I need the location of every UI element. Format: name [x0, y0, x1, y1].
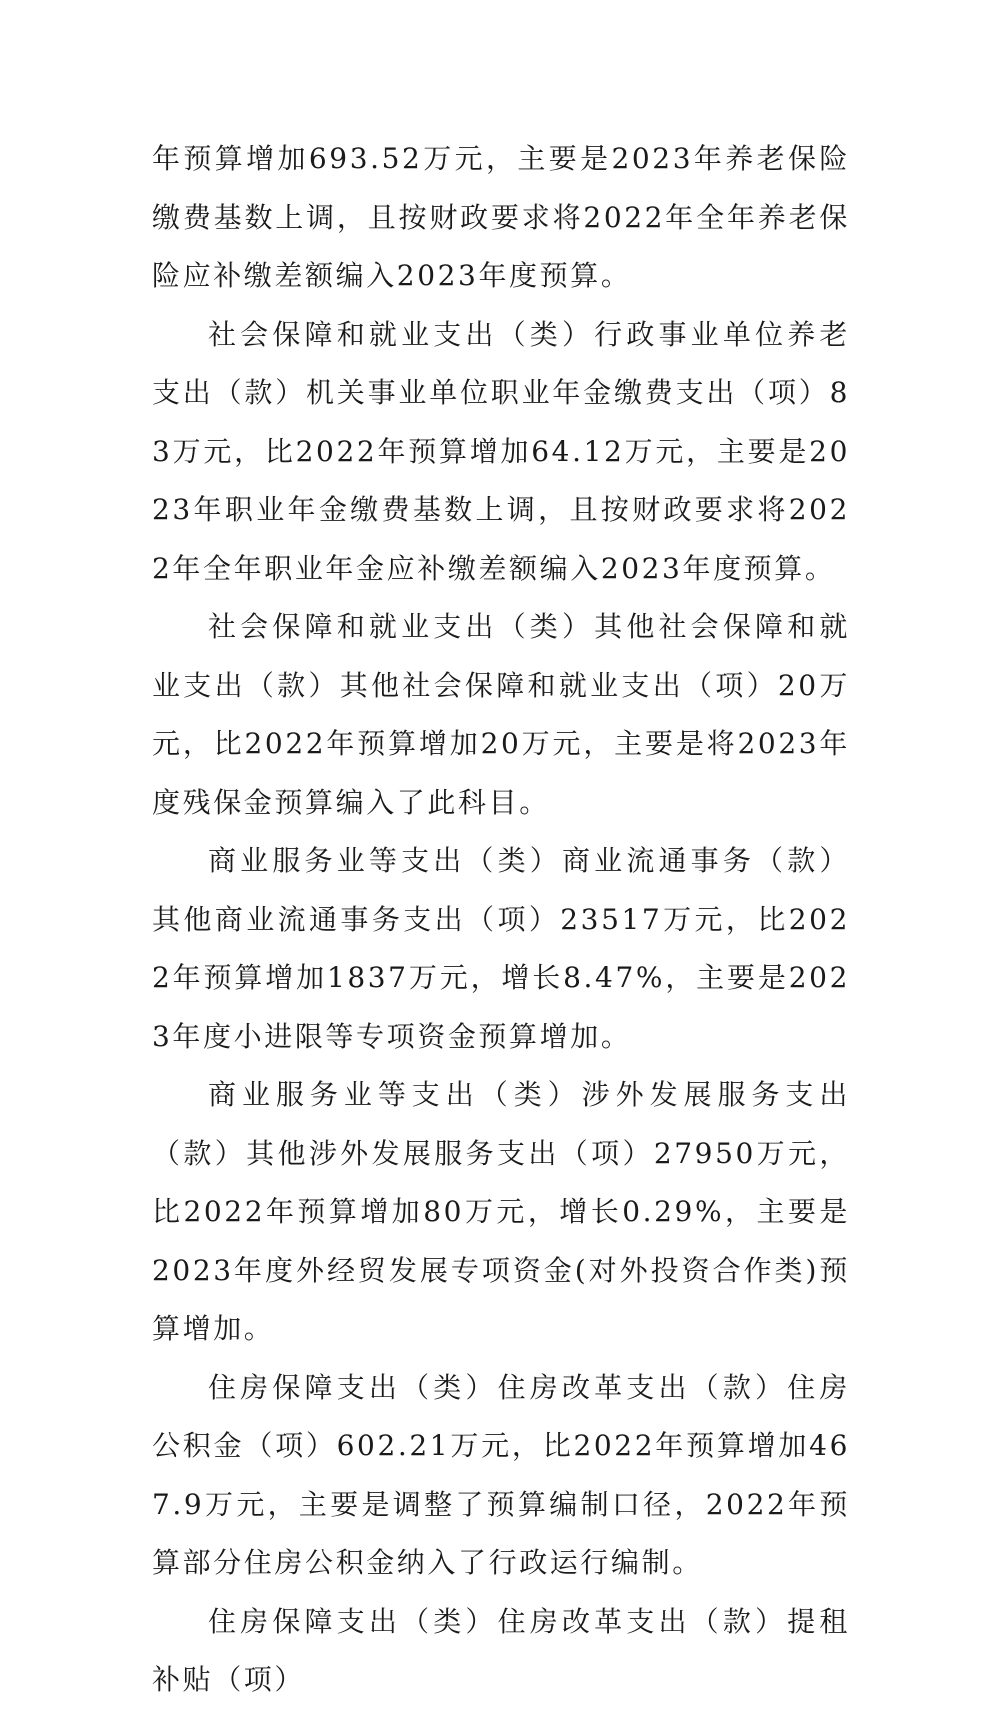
paragraph-6: 住房保障支出（类）住房改革支出（款）住房公积金（项）602.21万元，比2022年预算增加467.9万元，主要是调整了预算编制口径，2022年预算部分住房公积金纳入了行政运行编制。 — [152, 1370, 850, 1579]
paragraph-3: 社会保障和就业支出（类）其他社会保障和就业支出（款）其他社会保障和就业支出（项）20万元，比2022年预算增加20万元，主要是将2023年度残保金预算编入了此科目。 — [152, 610, 850, 819]
paragraph-5: 商业服务业等支出（类）涉外发展服务支出（款）其他涉外发展服务支出（项）27950万元，比2022年预算增加80万元，增长0.29%，主要是2023年度外经贸发展专项资金(对外投资合作类)预算增加。 — [152, 1078, 850, 1345]
paragraph-7: 住房保障支出（类）住房改革支出（款）提租补贴（项） — [152, 1604, 850, 1696]
paragraph-2: 社会保障和就业支出（类）行政事业单位养老支出（款）机关事业单位职业年金缴费支出（项）83万元，比2022年预算增加64.12万元，主要是2023年职业年金缴费基数上调，且按财政要求将2022年全年职业年金应补缴差额编入2023年度预算。 — [152, 317, 850, 585]
paragraph-1: 年预算增加693.52万元，主要是2023年养老保险缴费基数上调，且按财政要求将2022年全年养老保险应补缴差额编入2023年度预算。 — [152, 142, 850, 292]
paragraph-4: 商业服务业等支出（类）商业流通事务（款）其他商业流通事务支出（项）23517万元，比2022年预算增加1837万元，增长8.47%，主要是2023年度小进限等专项资金预算增加。 — [152, 844, 850, 1053]
